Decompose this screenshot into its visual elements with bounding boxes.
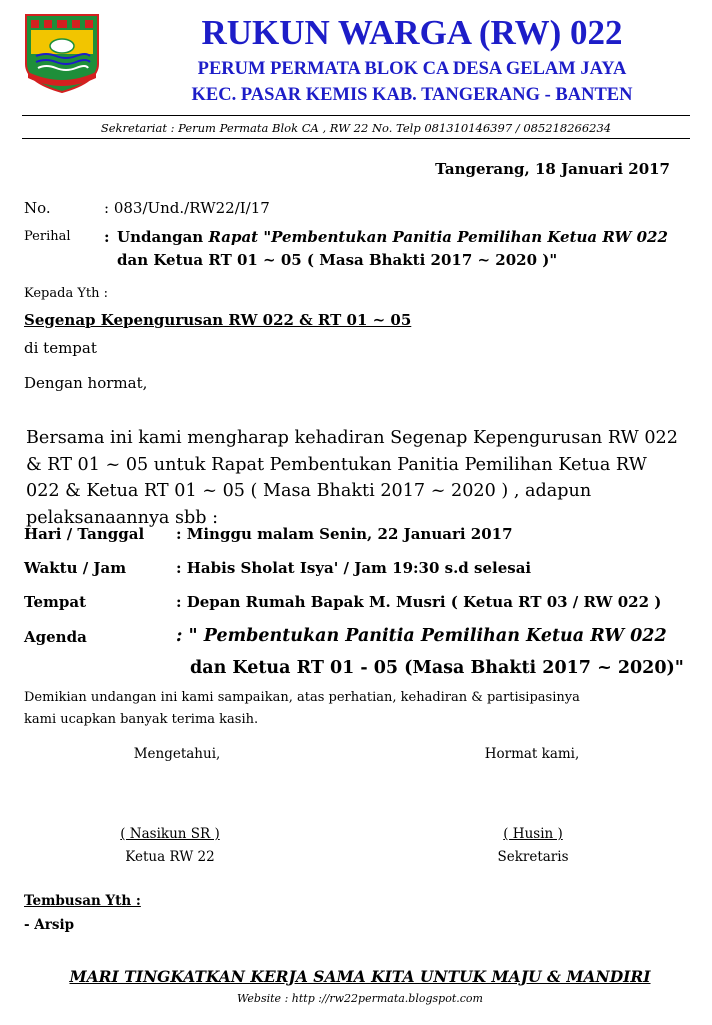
signature-right-name: ( Husin ) <box>503 826 563 842</box>
number-value: : 083/Und./RW22/I/17 <box>104 199 270 217</box>
detail-label-time: Waktu / Jam <box>24 559 127 577</box>
letter-date: Tangerang, 18 Januari 2017 <box>435 160 670 178</box>
recipient-name: Segenap Kepengurusan RW 022 & RT 01 ~ 05 <box>24 311 412 329</box>
subject-colon: : <box>104 228 110 246</box>
detail-value-date: : Minggu malam Senin, 22 Januari 2017 <box>176 525 513 543</box>
cc-heading: Tembusan Yth : <box>24 893 141 909</box>
letterhead-region: KEC. PASAR KEMIS KAB. TANGERANG - BANTEN <box>191 85 633 105</box>
footer-website: Website : http ://rw22permata.blogspot.com <box>237 992 483 1005</box>
recipient-kepada: Kepada Yth : <box>24 286 109 301</box>
agenda-label: Agenda <box>24 628 87 646</box>
header-rule-bottom <box>22 138 690 139</box>
cc-item: - Arsip <box>24 917 75 933</box>
footer-slogan: MARI TINGKATKAN KERJA SAMA KITA UNTUK MAJU & MANDIRI <box>69 967 651 986</box>
detail-value-time: : Habis Sholat Isya' / Jam 19:30 s.d selesai <box>176 559 532 577</box>
signature-left-role: Ketua RW 22 <box>125 849 215 865</box>
secretariat-line: Sekretariat : Perum Permata Blok CA , RW 22 No. Telp 081310146397 / 085218266234 <box>100 121 612 135</box>
closing-line-2: kami ucapkan banyak terima kasih. <box>24 712 259 727</box>
signature-left-heading: Mengetahui, <box>133 746 221 762</box>
closing-line-1: Demikian undangan ini kami sampaikan, atas perhatian, kehadiran & partisipasinya <box>24 690 580 705</box>
detail-label-place: Tempat <box>24 593 86 611</box>
subject-line-2: dan Ketua RT 01 ~ 05 ( Masa Bhakti 2017 ~ 2020 )" <box>117 251 558 269</box>
detail-label-date: Hari / Tanggal <box>24 525 145 543</box>
subject-line-1: Undangan Rapat "Pembentukan Panitia Pemilihan Ketua RW 022 <box>117 228 668 246</box>
letterhead-address: PERUM PERMATA BLOK CA DESA GELAM JAYA <box>197 59 627 79</box>
agenda-line-1: : " Pembentukan Panitia Pemilihan Ketua RW 022 <box>176 626 667 646</box>
header-rule-top <box>22 115 690 116</box>
signature-left-name: ( Nasikun SR ) <box>120 826 220 842</box>
signature-right-heading: Hormat kami, <box>484 746 580 762</box>
detail-value-place: : Depan Rumah Bapak M. Musri ( Ketua RT 03 / RW 022 ) <box>176 593 662 611</box>
logo-motto <box>1 1 2 2</box>
signature-right-role: Sekretaris <box>497 849 569 865</box>
greeting: Dengan hormat, <box>24 374 148 392</box>
number-label: No. <box>24 199 51 217</box>
recipient-place: di tempat <box>24 339 97 357</box>
body-paragraph: Bersama ini kami mengharap kehadiran Segenap Kepengurusan RW 022 & RT 01 ~ 05 untuk Rapat Pembentukan Panitia Pemilihan Ketua RW 022 & Ketua RT 01 ~ 05 ( Masa Bhakti 2017 ~ 2020 ) , adapun pelaksanaannya sbb : <box>26 428 678 528</box>
subject-label: Perihal <box>24 229 71 244</box>
rw-logo-emblem <box>22 12 102 94</box>
agenda-line-2: dan Ketua RT 01 - 05 (Masa Bhakti 2017 ~ 2020)" <box>190 658 684 678</box>
letterhead-title: RUKUN WARGA (RW) 022 <box>201 13 623 52</box>
